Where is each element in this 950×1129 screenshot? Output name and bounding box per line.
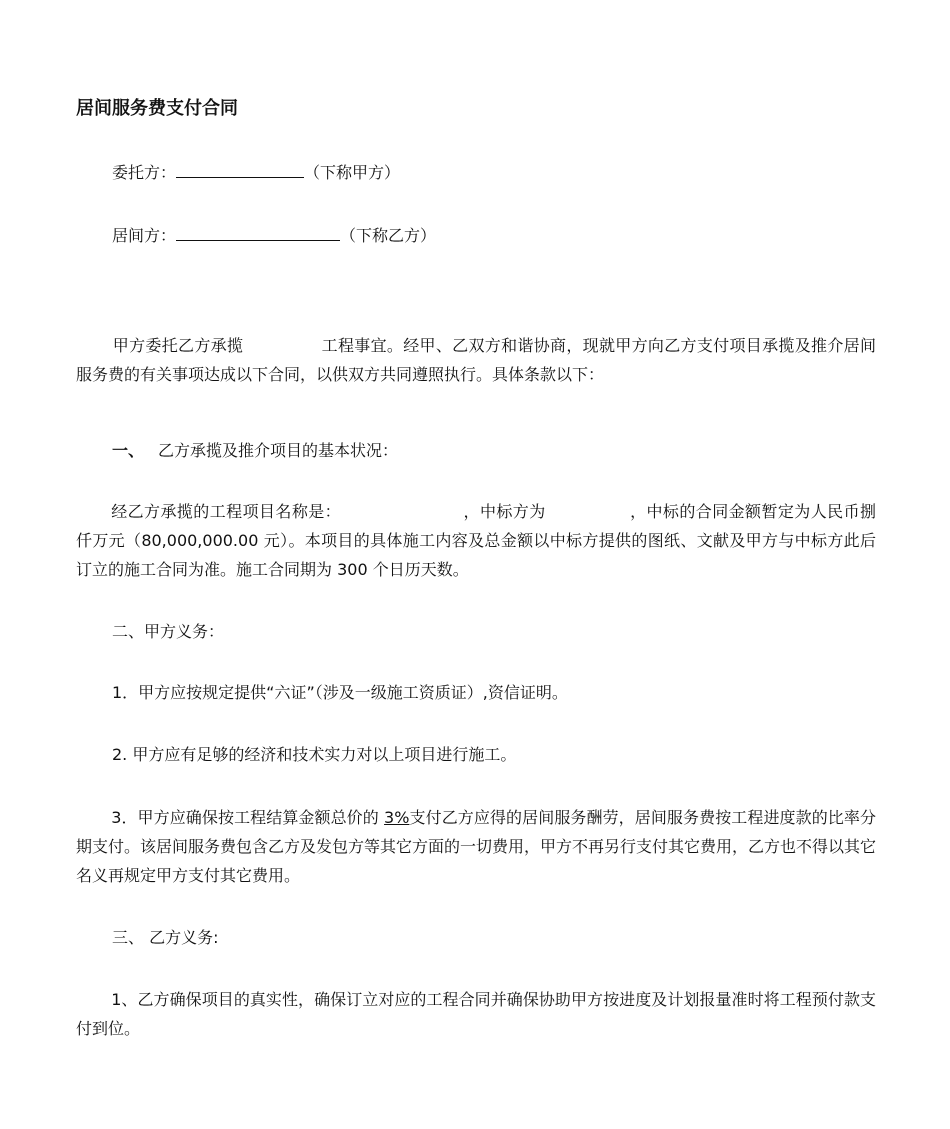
intro-text-2: 工程事宜。经甲、乙双方和谐协商，现就甲方向乙方支付项目承揽及推介居间服务费的有关事项达成以下合同，以供双方共同遵照执行。具体条款以下： bbox=[76, 336, 876, 384]
party-b-line bbox=[112, 225, 436, 247]
section-1-text-1: 经乙方承揽的工程项目名称是： bbox=[111, 502, 342, 521]
clause-2-3-text-2: 支付乙方应得的居间服务酬劳，居间服务费按工程进度款的比率分期支付。该居间服务费包含乙方及发包方等其它方面的一切费用，甲方不再另行支付其它费用，乙方也不得以其它名义再规定甲方支付其它费用。 bbox=[76, 808, 877, 885]
section-1-text-3: ，中标的合同金额暂定为人民币捌仟万元（80,000,000.00 元）。本项目的具体施工内容及总金额以中标方提供的图纸、文献及甲方与中标方此后订立的施工合同为准。施工合同期为 300 个日历天数。 bbox=[76, 502, 876, 579]
section-1-text-2: ，中标方为 bbox=[463, 502, 546, 521]
party-b-blank bbox=[176, 226, 340, 241]
party-b-suffix: （下称乙方） bbox=[340, 226, 437, 245]
section-3-heading: 三、 乙方义务: bbox=[112, 928, 219, 947]
intro-paragraph bbox=[76, 331, 876, 389]
clause-2-3-percent: 3% bbox=[384, 808, 410, 827]
party-a-suffix: （下称甲方） bbox=[304, 163, 401, 182]
intro-text-1: 甲方委托乙方承揽 bbox=[112, 336, 244, 355]
document-title: 居间服务费支付合同 bbox=[76, 98, 238, 119]
section-1-title: 乙方承揽及推介项目的基本状况： bbox=[158, 441, 399, 460]
party-b-label: 居间方： bbox=[112, 226, 177, 245]
clause-2-2: 2. 甲方应有足够的经济和技术实力对以上项目进行施工。 bbox=[112, 745, 517, 764]
clause-3-1: 1、乙方确保项目的真实性，确保订立对应的工程合同并确保协助甲方按进度及计划报量准时将工程预付款支付到位。 bbox=[76, 990, 876, 1038]
section-1-heading bbox=[112, 440, 398, 462]
clause-2-3 bbox=[76, 803, 876, 890]
party-a-label: 委托方： bbox=[112, 163, 177, 182]
section-1-body bbox=[76, 497, 876, 584]
section-1-number: 一、 bbox=[112, 441, 145, 460]
clause-2-3-text-1: 3．甲方应确保按工程结算金额总价的 bbox=[111, 808, 385, 827]
section-2-heading: 二、甲方义务： bbox=[112, 622, 225, 641]
clause-2-1: 1．甲方应按规定提供“六证”（涉及一级施工资质证）,资信证明。 bbox=[112, 683, 568, 702]
party-a-blank bbox=[176, 163, 304, 178]
party-a-line bbox=[112, 162, 400, 184]
